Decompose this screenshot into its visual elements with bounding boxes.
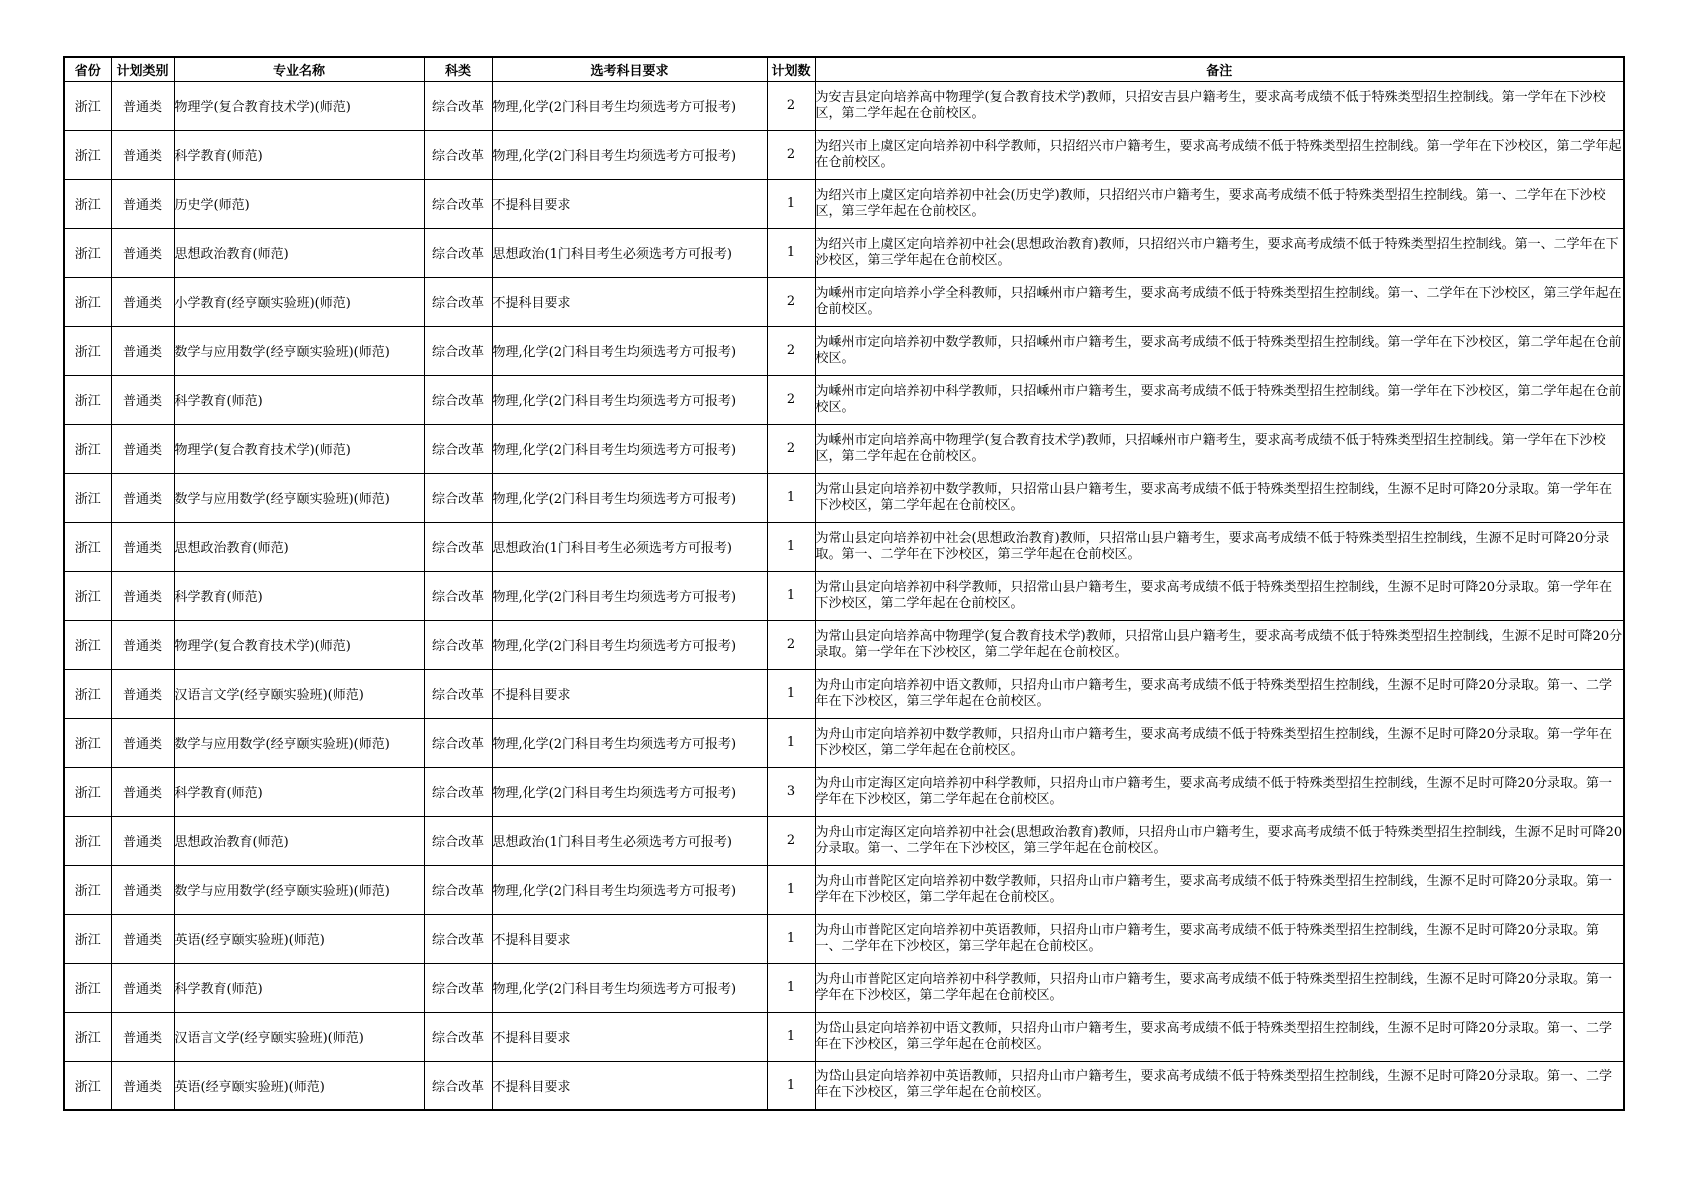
cell-category: 普通类 bbox=[111, 424, 174, 473]
cell-category: 普通类 bbox=[111, 718, 174, 767]
cell-type: 综合改革 bbox=[424, 816, 492, 865]
header-province: 省份 bbox=[64, 57, 111, 81]
cell-count: 1 bbox=[767, 473, 815, 522]
table-row bbox=[64, 228, 1624, 277]
cell-category: 普通类 bbox=[111, 179, 174, 228]
table-row bbox=[64, 669, 1624, 718]
cell-major: 物理学(复合教育技术学)(师范) bbox=[174, 424, 424, 473]
cell-type: 综合改革 bbox=[424, 130, 492, 179]
table-row bbox=[64, 326, 1624, 375]
cell-type: 综合改革 bbox=[424, 424, 492, 473]
cell-major: 小学教育(经亨颐实验班)(师范) bbox=[174, 277, 424, 326]
header-major: 专业名称 bbox=[174, 57, 424, 81]
cell-category: 普通类 bbox=[111, 669, 174, 718]
cell-count: 1 bbox=[767, 718, 815, 767]
cell-type: 综合改革 bbox=[424, 375, 492, 424]
cell-major: 思想政治教育(师范) bbox=[174, 522, 424, 571]
cell-note: 为绍兴市上虞区定向培养初中社会(思想政治教育)教师，只招绍兴市户籍考生，要求高考成绩不低于特殊类型招生控制线。第一、二学年在下沙校区，第三学年起在仓前校区。 bbox=[815, 228, 1624, 277]
table-row bbox=[64, 179, 1624, 228]
cell-note: 为绍兴市上虞区定向培养初中社会(历史学)教师，只招绍兴市户籍考生，要求高考成绩不低于特殊类型招生控制线。第一、二学年在下沙校区，第三学年起在仓前校区。 bbox=[815, 179, 1624, 228]
cell-province: 浙江 bbox=[64, 277, 111, 326]
cell-note: 为舟山市定海区定向培养初中科学教师，只招舟山市户籍考生，要求高考成绩不低于特殊类型招生控制线，生源不足时可降20分录取。第一学年在下沙校区，第二学年起在仓前校区。 bbox=[815, 767, 1624, 816]
cell-type: 综合改革 bbox=[424, 571, 492, 620]
cell-category: 普通类 bbox=[111, 130, 174, 179]
cell-province: 浙江 bbox=[64, 816, 111, 865]
cell-subjects: 物理,化学(2门科目考生均须选考方可报考) bbox=[492, 865, 767, 914]
cell-note: 为嵊州市定向培养初中科学教师，只招嵊州市户籍考生，要求高考成绩不低于特殊类型招生控制线。第一学年在下沙校区，第二学年起在仓前校区。 bbox=[815, 375, 1624, 424]
table-row bbox=[64, 571, 1624, 620]
cell-province: 浙江 bbox=[64, 522, 111, 571]
cell-subjects: 思想政治(1门科目考生必须选考方可报考) bbox=[492, 228, 767, 277]
cell-province: 浙江 bbox=[64, 767, 111, 816]
cell-count: 2 bbox=[767, 620, 815, 669]
cell-subjects: 不提科目要求 bbox=[492, 914, 767, 963]
cell-province: 浙江 bbox=[64, 424, 111, 473]
cell-count: 2 bbox=[767, 816, 815, 865]
cell-province: 浙江 bbox=[64, 718, 111, 767]
cell-subjects: 不提科目要求 bbox=[492, 1012, 767, 1061]
cell-type: 综合改革 bbox=[424, 963, 492, 1012]
cell-type: 综合改革 bbox=[424, 179, 492, 228]
cell-subjects: 物理,化学(2门科目考生均须选考方可报考) bbox=[492, 375, 767, 424]
cell-major: 数学与应用数学(经亨颐实验班)(师范) bbox=[174, 718, 424, 767]
cell-province: 浙江 bbox=[64, 620, 111, 669]
cell-province: 浙江 bbox=[64, 914, 111, 963]
cell-type: 综合改革 bbox=[424, 326, 492, 375]
cell-note: 为岱山县定向培养初中英语教师，只招舟山市户籍考生，要求高考成绩不低于特殊类型招生控制线，生源不足时可降20分录取。第一、二学年在下沙校区，第三学年起在仓前校区。 bbox=[815, 1061, 1624, 1110]
table-row bbox=[64, 130, 1624, 179]
cell-major: 科学教育(师范) bbox=[174, 130, 424, 179]
table-row bbox=[64, 522, 1624, 571]
cell-province: 浙江 bbox=[64, 81, 111, 130]
cell-major: 数学与应用数学(经亨颐实验班)(师范) bbox=[174, 865, 424, 914]
enrollment-plan-table bbox=[63, 56, 1625, 1111]
cell-subjects: 物理,化学(2门科目考生均须选考方可报考) bbox=[492, 571, 767, 620]
cell-category: 普通类 bbox=[111, 767, 174, 816]
header-subjects: 选考科目要求 bbox=[492, 57, 767, 81]
cell-type: 综合改革 bbox=[424, 277, 492, 326]
table-row bbox=[64, 81, 1624, 130]
cell-count: 1 bbox=[767, 1061, 815, 1110]
cell-note: 为舟山市定海区定向培养初中社会(思想政治教育)教师，只招舟山市户籍考生，要求高考成绩不低于特殊类型招生控制线，生源不足时可降20分录取。第一、二学年在下沙校区，第三学年起在仓前校区。 bbox=[815, 816, 1624, 865]
cell-major: 英语(经亨颐实验班)(师范) bbox=[174, 1061, 424, 1110]
cell-subjects: 物理,化学(2门科目考生均须选考方可报考) bbox=[492, 718, 767, 767]
table-row bbox=[64, 424, 1624, 473]
cell-note: 为嵊州市定向培养小学全科教师，只招嵊州市户籍考生，要求高考成绩不低于特殊类型招生控制线。第一、二学年在下沙校区，第三学年起在仓前校区。 bbox=[815, 277, 1624, 326]
cell-major: 英语(经亨颐实验班)(师范) bbox=[174, 914, 424, 963]
cell-count: 2 bbox=[767, 130, 815, 179]
table-row bbox=[64, 865, 1624, 914]
cell-category: 普通类 bbox=[111, 620, 174, 669]
cell-subjects: 思想政治(1门科目考生必须选考方可报考) bbox=[492, 522, 767, 571]
cell-major: 历史学(师范) bbox=[174, 179, 424, 228]
table-row bbox=[64, 718, 1624, 767]
cell-major: 数学与应用数学(经亨颐实验班)(师范) bbox=[174, 326, 424, 375]
cell-count: 2 bbox=[767, 81, 815, 130]
cell-type: 综合改革 bbox=[424, 669, 492, 718]
cell-category: 普通类 bbox=[111, 81, 174, 130]
cell-category: 普通类 bbox=[111, 865, 174, 914]
cell-category: 普通类 bbox=[111, 228, 174, 277]
cell-category: 普通类 bbox=[111, 963, 174, 1012]
cell-major: 科学教育(师范) bbox=[174, 767, 424, 816]
cell-major: 科学教育(师范) bbox=[174, 375, 424, 424]
cell-note: 为常山县定向培养初中社会(思想政治教育)教师，只招常山县户籍考生，要求高考成绩不低于特殊类型招生控制线，生源不足时可降20分录取。第一、二学年在下沙校区，第三学年起在仓前校区。 bbox=[815, 522, 1624, 571]
cell-province: 浙江 bbox=[64, 571, 111, 620]
header-type: 科类 bbox=[424, 57, 492, 81]
cell-category: 普通类 bbox=[111, 1012, 174, 1061]
table-row bbox=[64, 914, 1624, 963]
cell-major: 数学与应用数学(经亨颐实验班)(师范) bbox=[174, 473, 424, 522]
cell-major: 汉语言文学(经亨颐实验班)(师范) bbox=[174, 1012, 424, 1061]
cell-type: 综合改革 bbox=[424, 522, 492, 571]
cell-count: 1 bbox=[767, 963, 815, 1012]
cell-subjects: 不提科目要求 bbox=[492, 179, 767, 228]
cell-count: 1 bbox=[767, 179, 815, 228]
cell-subjects: 不提科目要求 bbox=[492, 1061, 767, 1110]
table-row bbox=[64, 375, 1624, 424]
cell-count: 2 bbox=[767, 326, 815, 375]
cell-type: 综合改革 bbox=[424, 1061, 492, 1110]
cell-note: 为舟山市定向培养初中数学教师，只招舟山市户籍考生，要求高考成绩不低于特殊类型招生控制线，生源不足时可降20分录取。第一学年在下沙校区，第二学年起在仓前校区。 bbox=[815, 718, 1624, 767]
cell-subjects: 不提科目要求 bbox=[492, 277, 767, 326]
cell-category: 普通类 bbox=[111, 522, 174, 571]
cell-count: 1 bbox=[767, 228, 815, 277]
table-row bbox=[64, 816, 1624, 865]
cell-major: 科学教育(师范) bbox=[174, 571, 424, 620]
cell-province: 浙江 bbox=[64, 326, 111, 375]
cell-subjects: 物理,化学(2门科目考生均须选考方可报考) bbox=[492, 424, 767, 473]
cell-type: 综合改革 bbox=[424, 1012, 492, 1061]
cell-subjects: 物理,化学(2门科目考生均须选考方可报考) bbox=[492, 326, 767, 375]
cell-type: 综合改革 bbox=[424, 81, 492, 130]
cell-subjects: 不提科目要求 bbox=[492, 669, 767, 718]
cell-major: 物理学(复合教育技术学)(师范) bbox=[174, 620, 424, 669]
cell-note: 为常山县定向培养初中科学教师，只招常山县户籍考生，要求高考成绩不低于特殊类型招生控制线，生源不足时可降20分录取。第一学年在下沙校区，第二学年起在仓前校区。 bbox=[815, 571, 1624, 620]
cell-count: 1 bbox=[767, 571, 815, 620]
cell-category: 普通类 bbox=[111, 571, 174, 620]
table-row bbox=[64, 963, 1624, 1012]
table-row bbox=[64, 767, 1624, 816]
cell-province: 浙江 bbox=[64, 865, 111, 914]
header-note: 备注 bbox=[815, 57, 1624, 81]
cell-category: 普通类 bbox=[111, 473, 174, 522]
cell-count: 2 bbox=[767, 375, 815, 424]
cell-count: 2 bbox=[767, 277, 815, 326]
table-row bbox=[64, 277, 1624, 326]
cell-note: 为舟山市普陀区定向培养初中科学教师，只招舟山市户籍考生，要求高考成绩不低于特殊类型招生控制线，生源不足时可降20分录取。第一学年在下沙校区，第二学年起在仓前校区。 bbox=[815, 963, 1624, 1012]
cell-major: 思想政治教育(师范) bbox=[174, 816, 424, 865]
cell-type: 综合改革 bbox=[424, 620, 492, 669]
cell-subjects: 思想政治(1门科目考生必须选考方可报考) bbox=[492, 816, 767, 865]
cell-type: 综合改革 bbox=[424, 718, 492, 767]
header-count: 计划数 bbox=[767, 57, 815, 81]
cell-type: 综合改革 bbox=[424, 865, 492, 914]
cell-count: 1 bbox=[767, 1012, 815, 1061]
cell-category: 普通类 bbox=[111, 816, 174, 865]
cell-count: 1 bbox=[767, 914, 815, 963]
cell-subjects: 物理,化学(2门科目考生均须选考方可报考) bbox=[492, 130, 767, 179]
cell-subjects: 物理,化学(2门科目考生均须选考方可报考) bbox=[492, 620, 767, 669]
cell-category: 普通类 bbox=[111, 1061, 174, 1110]
cell-province: 浙江 bbox=[64, 130, 111, 179]
table-row bbox=[64, 473, 1624, 522]
cell-category: 普通类 bbox=[111, 326, 174, 375]
cell-note: 为常山县定向培养初中数学教师，只招常山县户籍考生，要求高考成绩不低于特殊类型招生控制线，生源不足时可降20分录取。第一学年在下沙校区，第二学年起在仓前校区。 bbox=[815, 473, 1624, 522]
cell-category: 普通类 bbox=[111, 375, 174, 424]
cell-type: 综合改革 bbox=[424, 228, 492, 277]
cell-note: 为舟山市定向培养初中语文教师，只招舟山市户籍考生，要求高考成绩不低于特殊类型招生控制线，生源不足时可降20分录取。第一、二学年在下沙校区，第三学年起在仓前校区。 bbox=[815, 669, 1624, 718]
cell-major: 物理学(复合教育技术学)(师范) bbox=[174, 81, 424, 130]
header-category: 计划类别 bbox=[111, 57, 174, 81]
cell-province: 浙江 bbox=[64, 375, 111, 424]
cell-note: 为舟山市普陀区定向培养初中数学教师，只招舟山市户籍考生，要求高考成绩不低于特殊类型招生控制线，生源不足时可降20分录取。第一学年在下沙校区，第二学年起在仓前校区。 bbox=[815, 865, 1624, 914]
cell-province: 浙江 bbox=[64, 669, 111, 718]
cell-category: 普通类 bbox=[111, 277, 174, 326]
cell-type: 综合改革 bbox=[424, 767, 492, 816]
cell-note: 为常山县定向培养高中物理学(复合教育技术学)教师，只招常山县户籍考生，要求高考成绩不低于特殊类型招生控制线，生源不足时可降20分录取。第一学年在下沙校区，第二学年起在仓前校区。 bbox=[815, 620, 1624, 669]
cell-count: 2 bbox=[767, 424, 815, 473]
cell-subjects: 物理,化学(2门科目考生均须选考方可报考) bbox=[492, 473, 767, 522]
cell-major: 汉语言文学(经亨颐实验班)(师范) bbox=[174, 669, 424, 718]
cell-note: 为嵊州市定向培养初中数学教师，只招嵊州市户籍考生，要求高考成绩不低于特殊类型招生控制线。第一学年在下沙校区，第二学年起在仓前校区。 bbox=[815, 326, 1624, 375]
cell-major: 科学教育(师范) bbox=[174, 963, 424, 1012]
cell-note: 为舟山市普陀区定向培养初中英语教师，只招舟山市户籍考生，要求高考成绩不低于特殊类型招生控制线，生源不足时可降20分录取。第一、二学年在下沙校区，第三学年起在仓前校区。 bbox=[815, 914, 1624, 963]
cell-type: 综合改革 bbox=[424, 914, 492, 963]
cell-province: 浙江 bbox=[64, 1012, 111, 1061]
cell-province: 浙江 bbox=[64, 1061, 111, 1110]
cell-note: 为岱山县定向培养初中语文教师，只招舟山市户籍考生，要求高考成绩不低于特殊类型招生控制线，生源不足时可降20分录取。第一、二学年在下沙校区，第三学年起在仓前校区。 bbox=[815, 1012, 1624, 1061]
header-row bbox=[64, 57, 1624, 81]
cell-type: 综合改革 bbox=[424, 473, 492, 522]
table-body bbox=[64, 81, 1624, 1110]
cell-note: 为嵊州市定向培养高中物理学(复合教育技术学)教师，只招嵊州市户籍考生，要求高考成绩不低于特殊类型招生控制线。第一学年在下沙校区，第二学年起在仓前校区。 bbox=[815, 424, 1624, 473]
cell-category: 普通类 bbox=[111, 914, 174, 963]
cell-count: 1 bbox=[767, 865, 815, 914]
cell-province: 浙江 bbox=[64, 473, 111, 522]
cell-count: 1 bbox=[767, 522, 815, 571]
cell-province: 浙江 bbox=[64, 963, 111, 1012]
table-row bbox=[64, 1061, 1624, 1110]
table-row bbox=[64, 1012, 1624, 1061]
cell-note: 为绍兴市上虞区定向培养初中科学教师，只招绍兴市户籍考生，要求高考成绩不低于特殊类型招生控制线。第一学年在下沙校区，第二学年起在仓前校区。 bbox=[815, 130, 1624, 179]
cell-count: 3 bbox=[767, 767, 815, 816]
cell-subjects: 物理,化学(2门科目考生均须选考方可报考) bbox=[492, 767, 767, 816]
cell-province: 浙江 bbox=[64, 179, 111, 228]
table-row bbox=[64, 620, 1624, 669]
cell-province: 浙江 bbox=[64, 228, 111, 277]
cell-note: 为安吉县定向培养高中物理学(复合教育技术学)教师，只招安吉县户籍考生，要求高考成绩不低于特殊类型招生控制线。第一学年在下沙校区，第二学年起在仓前校区。 bbox=[815, 81, 1624, 130]
cell-subjects: 物理,化学(2门科目考生均须选考方可报考) bbox=[492, 963, 767, 1012]
cell-count: 1 bbox=[767, 669, 815, 718]
cell-subjects: 物理,化学(2门科目考生均须选考方可报考) bbox=[492, 81, 767, 130]
cell-major: 思想政治教育(师范) bbox=[174, 228, 424, 277]
